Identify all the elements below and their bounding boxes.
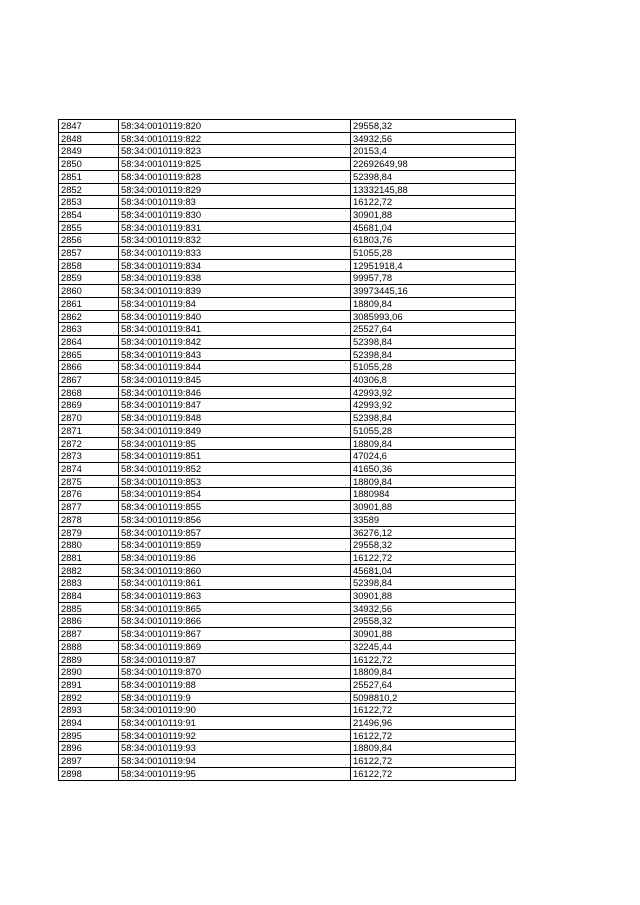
value-cell: 30901,88	[351, 590, 516, 603]
table-row	[59, 526, 516, 539]
cadastral-number-cell: 58:34:0010119:860	[119, 564, 351, 577]
value-cell: 16122,72	[351, 767, 516, 780]
table-body	[59, 120, 516, 781]
row-number-cell: 2896	[59, 742, 119, 755]
value-cell: 34932,56	[351, 602, 516, 615]
row-number-cell: 2859	[59, 272, 119, 285]
cadastral-number-cell: 58:34:0010119:830	[119, 208, 351, 221]
cadastral-number-cell: 58:34:0010119:834	[119, 259, 351, 272]
table-row	[59, 145, 516, 158]
row-number-cell: 2881	[59, 551, 119, 564]
value-cell: 30901,88	[351, 628, 516, 641]
cadastral-number-cell: 58:34:0010119:83	[119, 196, 351, 209]
row-number-cell: 2875	[59, 475, 119, 488]
row-number-cell: 2890	[59, 666, 119, 679]
value-cell: 42993,92	[351, 386, 516, 399]
cadastral-number-cell: 58:34:0010119:828	[119, 170, 351, 183]
cadastral-number-cell: 58:34:0010119:825	[119, 158, 351, 171]
cadastral-number-cell: 58:34:0010119:87	[119, 653, 351, 666]
table-row	[59, 437, 516, 450]
row-number-cell: 2880	[59, 539, 119, 552]
row-number-cell: 2893	[59, 704, 119, 717]
table-row	[59, 602, 516, 615]
cadastral-number-cell: 58:34:0010119:845	[119, 374, 351, 387]
row-number-cell: 2863	[59, 323, 119, 336]
row-number-cell: 2851	[59, 170, 119, 183]
row-number-cell: 2879	[59, 526, 119, 539]
table-row	[59, 386, 516, 399]
cadastral-number-cell: 58:34:0010119:823	[119, 145, 351, 158]
cadastral-number-cell: 58:34:0010119:88	[119, 678, 351, 691]
row-number-cell: 2867	[59, 374, 119, 387]
cadastral-number-cell: 58:34:0010119:846	[119, 386, 351, 399]
value-cell: 45681,04	[351, 564, 516, 577]
row-number-cell: 2868	[59, 386, 119, 399]
row-number-cell: 2856	[59, 234, 119, 247]
value-cell: 52398,84	[351, 335, 516, 348]
row-number-cell: 2886	[59, 615, 119, 628]
table-row	[59, 717, 516, 730]
row-number-cell: 2895	[59, 729, 119, 742]
row-number-cell: 2885	[59, 602, 119, 615]
value-cell: 52398,84	[351, 348, 516, 361]
table-row	[59, 551, 516, 564]
table-row	[59, 742, 516, 755]
table-row	[59, 590, 516, 603]
row-number-cell: 2874	[59, 462, 119, 475]
value-cell: 47024,6	[351, 450, 516, 463]
cadastral-number-cell: 58:34:0010119:869	[119, 640, 351, 653]
value-cell: 29558,32	[351, 539, 516, 552]
table-row	[59, 450, 516, 463]
value-cell: 13332145,88	[351, 183, 516, 196]
cadastral-number-cell: 58:34:0010119:855	[119, 501, 351, 514]
table-row	[59, 247, 516, 260]
row-number-cell: 2892	[59, 691, 119, 704]
cadastral-number-cell: 58:34:0010119:92	[119, 729, 351, 742]
row-number-cell: 2849	[59, 145, 119, 158]
row-number-cell: 2853	[59, 196, 119, 209]
value-cell: 52398,84	[351, 412, 516, 425]
cadastral-number-cell: 58:34:0010119:84	[119, 297, 351, 310]
table-row	[59, 272, 516, 285]
row-number-cell: 2857	[59, 247, 119, 260]
table-row	[59, 259, 516, 272]
row-number-cell: 2866	[59, 361, 119, 374]
row-number-cell: 2877	[59, 501, 119, 514]
cadastral-number-cell: 58:34:0010119:94	[119, 755, 351, 768]
row-number-cell: 2883	[59, 577, 119, 590]
table-row	[59, 412, 516, 425]
value-cell: 61803,76	[351, 234, 516, 247]
table-row	[59, 234, 516, 247]
cadastral-number-cell: 58:34:0010119:93	[119, 742, 351, 755]
value-cell: 29558,32	[351, 120, 516, 133]
cadastral-number-cell: 58:34:0010119:832	[119, 234, 351, 247]
cadastral-number-cell: 58:34:0010119:856	[119, 513, 351, 526]
table-row	[59, 158, 516, 171]
cadastral-number-cell: 58:34:0010119:851	[119, 450, 351, 463]
value-cell: 32245,44	[351, 640, 516, 653]
value-cell: 18809,84	[351, 297, 516, 310]
data-table	[58, 119, 516, 781]
value-cell: 25527,64	[351, 323, 516, 336]
table-row	[59, 653, 516, 666]
cadastral-number-cell: 58:34:0010119:852	[119, 462, 351, 475]
value-cell: 1880984	[351, 488, 516, 501]
table-row	[59, 310, 516, 323]
value-cell: 34932,56	[351, 132, 516, 145]
cadastral-number-cell: 58:34:0010119:861	[119, 577, 351, 590]
value-cell: 51055,28	[351, 424, 516, 437]
table-row	[59, 615, 516, 628]
value-cell: 18809,84	[351, 666, 516, 679]
table-row	[59, 183, 516, 196]
cadastral-number-cell: 58:34:0010119:847	[119, 399, 351, 412]
row-number-cell: 2876	[59, 488, 119, 501]
cadastral-number-cell: 58:34:0010119:85	[119, 437, 351, 450]
cadastral-number-cell: 58:34:0010119:822	[119, 132, 351, 145]
value-cell: 12951918,4	[351, 259, 516, 272]
value-cell: 3085993,06	[351, 310, 516, 323]
cadastral-number-cell: 58:34:0010119:870	[119, 666, 351, 679]
row-number-cell: 2884	[59, 590, 119, 603]
value-cell: 45681,04	[351, 221, 516, 234]
value-cell: 22692649,98	[351, 158, 516, 171]
cadastral-number-cell: 58:34:0010119:831	[119, 221, 351, 234]
table-row	[59, 285, 516, 298]
table-row	[59, 399, 516, 412]
table-row	[59, 539, 516, 552]
table-row	[59, 628, 516, 641]
cadastral-number-cell: 58:34:0010119:865	[119, 602, 351, 615]
table-row	[59, 729, 516, 742]
value-cell: 25527,64	[351, 678, 516, 691]
value-cell: 41650,36	[351, 462, 516, 475]
value-cell: 30901,88	[351, 501, 516, 514]
row-number-cell: 2889	[59, 653, 119, 666]
value-cell: 40306,8	[351, 374, 516, 387]
table-row	[59, 475, 516, 488]
table-row	[59, 208, 516, 221]
table-row	[59, 640, 516, 653]
cadastral-number-cell: 58:34:0010119:854	[119, 488, 351, 501]
table-row	[59, 678, 516, 691]
table-row	[59, 513, 516, 526]
cadastral-number-cell: 58:34:0010119:90	[119, 704, 351, 717]
row-number-cell: 2854	[59, 208, 119, 221]
row-number-cell: 2848	[59, 132, 119, 145]
row-number-cell: 2855	[59, 221, 119, 234]
table-row	[59, 704, 516, 717]
row-number-cell: 2872	[59, 437, 119, 450]
value-cell: 51055,28	[351, 361, 516, 374]
table-row	[59, 577, 516, 590]
row-number-cell: 2888	[59, 640, 119, 653]
value-cell: 42993,92	[351, 399, 516, 412]
table-row	[59, 297, 516, 310]
row-number-cell: 2864	[59, 335, 119, 348]
table-row	[59, 424, 516, 437]
row-number-cell: 2882	[59, 564, 119, 577]
row-number-cell: 2861	[59, 297, 119, 310]
value-cell: 16122,72	[351, 551, 516, 564]
row-number-cell: 2865	[59, 348, 119, 361]
cadastral-number-cell: 58:34:0010119:833	[119, 247, 351, 260]
row-number-cell: 2870	[59, 412, 119, 425]
cadastral-number-cell: 58:34:0010119:820	[119, 120, 351, 133]
row-number-cell: 2847	[59, 120, 119, 133]
table-row	[59, 132, 516, 145]
table-row	[59, 361, 516, 374]
table-row	[59, 196, 516, 209]
cadastral-number-cell: 58:34:0010119:848	[119, 412, 351, 425]
value-cell: 18809,84	[351, 437, 516, 450]
cadastral-number-cell: 58:34:0010119:859	[119, 539, 351, 552]
table-row	[59, 170, 516, 183]
row-number-cell: 2891	[59, 678, 119, 691]
value-cell: 30901,88	[351, 208, 516, 221]
value-cell: 16122,72	[351, 196, 516, 209]
row-number-cell: 2897	[59, 755, 119, 768]
row-number-cell: 2852	[59, 183, 119, 196]
value-cell: 16122,72	[351, 653, 516, 666]
row-number-cell: 2873	[59, 450, 119, 463]
value-cell: 36276,12	[351, 526, 516, 539]
cadastral-number-cell: 58:34:0010119:839	[119, 285, 351, 298]
value-cell: 18809,84	[351, 742, 516, 755]
table-row	[59, 348, 516, 361]
cadastral-number-cell: 58:34:0010119:849	[119, 424, 351, 437]
value-cell: 16122,72	[351, 704, 516, 717]
value-cell: 16122,72	[351, 729, 516, 742]
cadastral-number-cell: 58:34:0010119:842	[119, 335, 351, 348]
cadastral-number-cell: 58:34:0010119:838	[119, 272, 351, 285]
table-row	[59, 488, 516, 501]
value-cell: 52398,84	[351, 577, 516, 590]
table-row	[59, 462, 516, 475]
value-cell: 21496,96	[351, 717, 516, 730]
value-cell: 33589	[351, 513, 516, 526]
table-row	[59, 666, 516, 679]
row-number-cell: 2878	[59, 513, 119, 526]
row-number-cell: 2862	[59, 310, 119, 323]
row-number-cell: 2858	[59, 259, 119, 272]
cadastral-number-cell: 58:34:0010119:840	[119, 310, 351, 323]
row-number-cell: 2850	[59, 158, 119, 171]
row-number-cell: 2869	[59, 399, 119, 412]
table-row	[59, 501, 516, 514]
cadastral-number-cell: 58:34:0010119:853	[119, 475, 351, 488]
cadastral-number-cell: 58:34:0010119:867	[119, 628, 351, 641]
table-row	[59, 323, 516, 336]
table-row	[59, 767, 516, 780]
cadastral-number-cell: 58:34:0010119:95	[119, 767, 351, 780]
value-cell: 29558,32	[351, 615, 516, 628]
row-number-cell: 2871	[59, 424, 119, 437]
table-row	[59, 374, 516, 387]
table-row	[59, 120, 516, 133]
value-cell: 99957,78	[351, 272, 516, 285]
row-number-cell: 2887	[59, 628, 119, 641]
table-row	[59, 221, 516, 234]
cadastral-number-cell: 58:34:0010119:91	[119, 717, 351, 730]
value-cell: 20153,4	[351, 145, 516, 158]
row-number-cell: 2860	[59, 285, 119, 298]
table-row	[59, 335, 516, 348]
table-row	[59, 564, 516, 577]
table-row	[59, 755, 516, 768]
cadastral-number-cell: 58:34:0010119:841	[119, 323, 351, 336]
cadastral-number-cell: 58:34:0010119:829	[119, 183, 351, 196]
cadastral-number-cell: 58:34:0010119:86	[119, 551, 351, 564]
row-number-cell: 2898	[59, 767, 119, 780]
cadastral-number-cell: 58:34:0010119:843	[119, 348, 351, 361]
value-cell: 5098810,2	[351, 691, 516, 704]
value-cell: 16122,72	[351, 755, 516, 768]
row-number-cell: 2894	[59, 717, 119, 730]
value-cell: 18809,84	[351, 475, 516, 488]
cadastral-number-cell: 58:34:0010119:857	[119, 526, 351, 539]
table-row	[59, 691, 516, 704]
cadastral-number-cell: 58:34:0010119:866	[119, 615, 351, 628]
value-cell: 39973445,16	[351, 285, 516, 298]
value-cell: 52398,84	[351, 170, 516, 183]
cadastral-number-cell: 58:34:0010119:9	[119, 691, 351, 704]
cadastral-number-cell: 58:34:0010119:863	[119, 590, 351, 603]
cadastral-number-cell: 58:34:0010119:844	[119, 361, 351, 374]
value-cell: 51055,28	[351, 247, 516, 260]
